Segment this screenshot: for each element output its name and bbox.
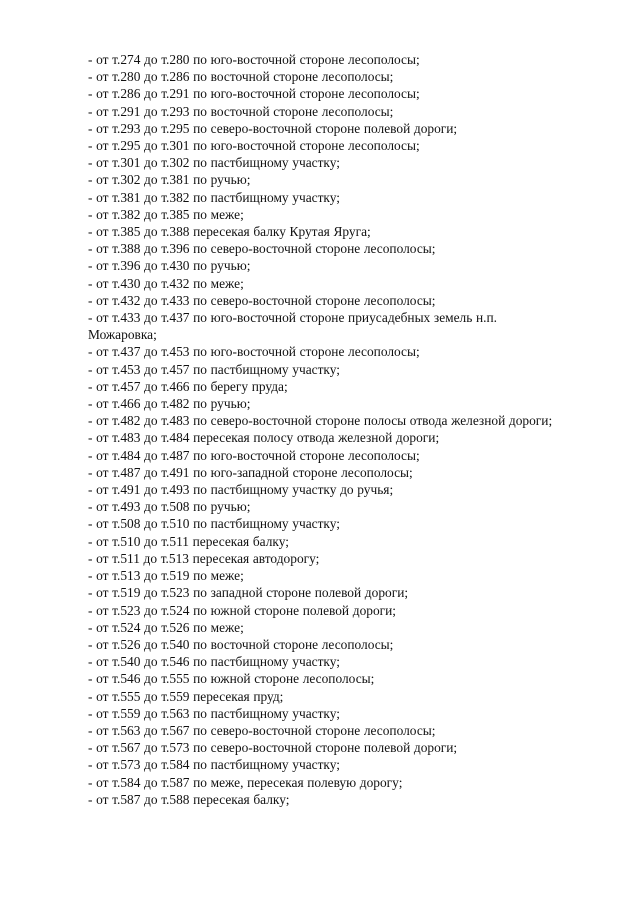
boundary-segment-item: - от т.587 до т.588 пересекая балку;: [88, 791, 290, 807]
boundary-segment-item: - от т.301 до т.302 по пастбищному участку;: [88, 155, 340, 171]
boundary-segment-item: - от т.437 до т.453 по юго-восточной стороне лесополосы;: [88, 344, 420, 360]
boundary-segment-item: - от т.385 до т.388 пересекая балку Крутая Яруга;: [88, 224, 371, 240]
boundary-segment-item: - от т.526 до т.540 по восточной стороне лесополосы;: [88, 636, 394, 652]
boundary-segment-item: - от т.457 до т.466 по берегу пруда;: [88, 378, 288, 394]
boundary-segment-item: - от т.573 до т.584 по пастбищному участку;: [88, 757, 340, 773]
boundary-segment-item: - от т.430 до т.432 по меже;: [88, 275, 244, 291]
boundary-segment-item: - от т.511 до т.513 пересекая автодорогу;: [88, 550, 320, 566]
boundary-segment-item: - от т.563 до т.567 по северо-восточной стороне лесополосы;: [88, 722, 436, 738]
boundary-segment-item: - от т.453 до т.457 по пастбищному участку;: [88, 361, 340, 377]
boundary-segment-item: - от т.513 до т.519 по меже;: [88, 568, 244, 584]
boundary-segment-item: - от т.482 до т.483 по северо-восточной стороне полосы отвода железной дороги;: [88, 413, 553, 429]
boundary-segment-item: - от т.524 до т.526 по меже;: [88, 619, 244, 635]
boundary-segment-item: - от т.487 до т.491 по юго-западной стороне лесополосы;: [88, 464, 413, 480]
boundary-segment-item: - от т.483 до т.484 пересекая полосу отвода железной дороги;: [88, 430, 440, 446]
boundary-segment-item: - от т.280 до т.286 по восточной стороне лесополосы;: [88, 69, 394, 85]
boundary-segment-item: - от т.382 до т.385 по меже;: [88, 206, 244, 222]
boundary-segment-item: - от т.523 до т.524 по южной стороне полевой дороги;: [88, 602, 397, 618]
boundary-segment-item: - от т.291 до т.293 по восточной стороне лесополосы;: [88, 103, 394, 119]
boundary-segment-item: - от т.432 до т.433 по северо-восточной стороне лесополосы;: [88, 292, 436, 308]
boundary-segment-item: - от т.286 до т.291 по юго-восточной стороне лесополосы;: [88, 86, 420, 102]
boundary-segment-item: - от т.493 до т.508 по ручью;: [88, 499, 251, 515]
boundary-segment-item: - от т.559 до т.563 по пастбищному участку;: [88, 705, 340, 721]
boundary-segment-item: - от т.555 до т.559 пересекая пруд;: [88, 688, 284, 704]
boundary-description-list: [88, 51, 558, 808]
boundary-segment-item: - от т.274 до т.280 по юго-восточной стороне лесополосы;: [88, 52, 420, 67]
boundary-segment-item: - от т.519 до т.523 по западной стороне полевой дороги;: [88, 585, 409, 601]
boundary-segment-item: - от т.433 до т.437 по юго-восточной стороне приусадебных земель н.п. Можаровка;: [88, 310, 498, 343]
boundary-segment-item: - от т.540 до т.546 по пастбищному участку;: [88, 654, 340, 670]
boundary-segment-item: - от т.388 до т.396 по северо-восточной стороне лесополосы;: [88, 241, 436, 257]
boundary-segment-item: - от т.491 до т.493 по пастбищному участку до ручья;: [88, 482, 394, 498]
boundary-segment-item: - от т.508 до т.510 по пастбищному участку;: [88, 516, 340, 532]
boundary-segment-item: - от т.466 до т.482 по ручью;: [88, 396, 251, 412]
boundary-segment-item: - от т.293 до т.295 по северо-восточной стороне полевой дороги;: [88, 120, 458, 136]
boundary-segment-item: - от т.302 до т.381 по ручью;: [88, 172, 251, 188]
boundary-segment-item: - от т.584 до т.587 по меже, пересекая полевую дорогу;: [88, 774, 403, 790]
boundary-segment-item: - от т.567 до т.573 по северо-восточной стороне полевой дороги;: [88, 740, 458, 756]
boundary-segment-item: - от т.484 до т.487 по юго-восточной стороне лесополосы;: [88, 447, 420, 463]
boundary-segment-item: - от т.381 до т.382 по пастбищному участку;: [88, 189, 340, 205]
boundary-segment-item: - от т.546 до т.555 по южной стороне лесополосы;: [88, 671, 375, 687]
boundary-segment-item: - от т.396 до т.430 по ручью;: [88, 258, 251, 274]
boundary-segment-item: - от т.510 до т.511 пересекая балку;: [88, 533, 289, 549]
boundary-segment-item: - от т.295 до т.301 по юго-восточной стороне лесополосы;: [88, 138, 420, 154]
